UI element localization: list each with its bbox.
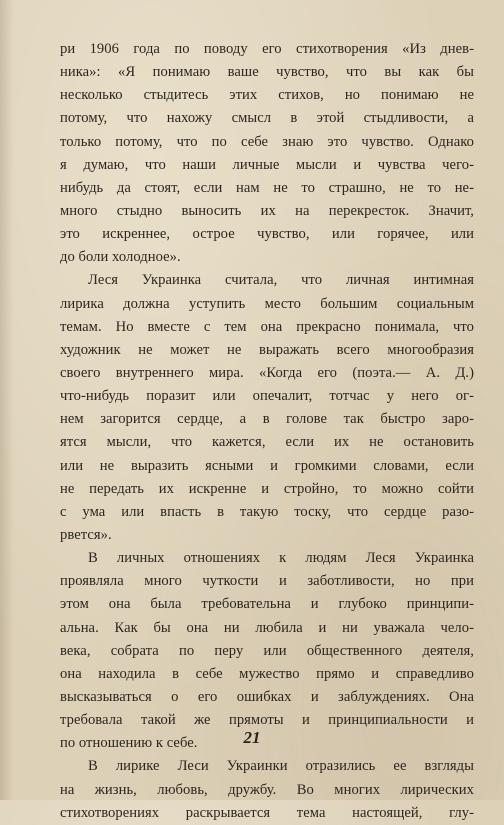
text-line: художник не может не выражать всего многообразия — [60, 341, 474, 358]
text-line: я думаю, что наши личные мысли и чувства чего- — [60, 156, 474, 173]
text-line: ри 1906 года по поводу его стихотворения «Из днев- — [60, 41, 474, 57]
paragraph-1 — [60, 38, 474, 269]
text-line: своего внутреннего мира. «Когда его (поэта.— А. Д.) — [60, 364, 474, 381]
text-line: темам. Но вместе с тем она прекрасно понимала, что — [60, 318, 474, 335]
paragraph-3 — [60, 547, 474, 755]
text-line: только потому, что по себе знаю это чувство. Однако — [60, 133, 474, 150]
text-line: нибудь да стоят, если нам не то страшно, не то не- — [60, 179, 474, 196]
text-line: не передать их искренне и стройно, то можно сойти — [60, 480, 474, 497]
text-line: стихотворениях раскрывается тема настоящей, глу- — [60, 804, 474, 821]
text-line: Леся Украинка считала, что личная интимная — [88, 272, 474, 289]
paragraph-4 — [60, 755, 474, 824]
text-line: альна. Как бы она ни любила и ни уважала чело- — [60, 619, 474, 636]
text-line: это искреннее, острое чувство, или горячее, или — [60, 226, 474, 243]
text-line: В личных отношениях к людям Леся Украинка — [88, 550, 474, 567]
text-line: нем загорится сердце, а в голове так быстро заро- — [60, 411, 474, 428]
text-line: или не выразить ясными и громкими словами, если — [60, 457, 474, 474]
text-line: потому, что нахожу смысл в этой стыдливости, а — [60, 110, 474, 127]
text-line: с ума или впасть в такую тоску, что сердце разо- — [60, 503, 474, 520]
text-line: несколько стыдитесь этих стихов, но понимаю не — [60, 87, 474, 104]
text-line: проявляла много чуткости и заботливости, но при — [60, 573, 474, 590]
body-text — [60, 38, 474, 825]
text-line: на жизнь, любовь, дружбу. Во многих лирических — [60, 781, 474, 798]
text-line: этом она была требовательна и глубоко принципи- — [60, 596, 474, 613]
page-number: 21 — [243, 728, 261, 747]
text-line: высказываться о его ошибках и заблуждениях. Она — [60, 688, 474, 705]
paragraph-2 — [60, 269, 474, 547]
text-line: лирика должна уступить место большим социальным — [60, 295, 474, 312]
text-line: до боли холодное». — [60, 249, 181, 266]
text-line: В лирике Леси Украинки отразились ее взгляды — [88, 758, 474, 775]
text-line: рвется». — [60, 526, 112, 543]
text-line: что-нибудь поразит или опечалит, тотчас у него ог- — [60, 388, 474, 405]
text-line: она находила в себе мужество прямо и справедливо — [60, 665, 474, 682]
text-line: ника»: «Я понимаю ваше чувство, что вы как бы — [60, 64, 474, 81]
text-line: по отношению к себе. — [60, 735, 198, 752]
text-line: века, собрата по перу или общественного деятеля, — [60, 642, 474, 659]
text-line: требовала такой же прямоты и принципиальности и — [60, 712, 474, 729]
page-edge-shadow — [0, 0, 14, 800]
text-line: много стыдно выносить их на перекресток. Значит, — [60, 202, 474, 219]
text-line: ятся мысли, что кажется, если их не остановить — [60, 434, 474, 451]
